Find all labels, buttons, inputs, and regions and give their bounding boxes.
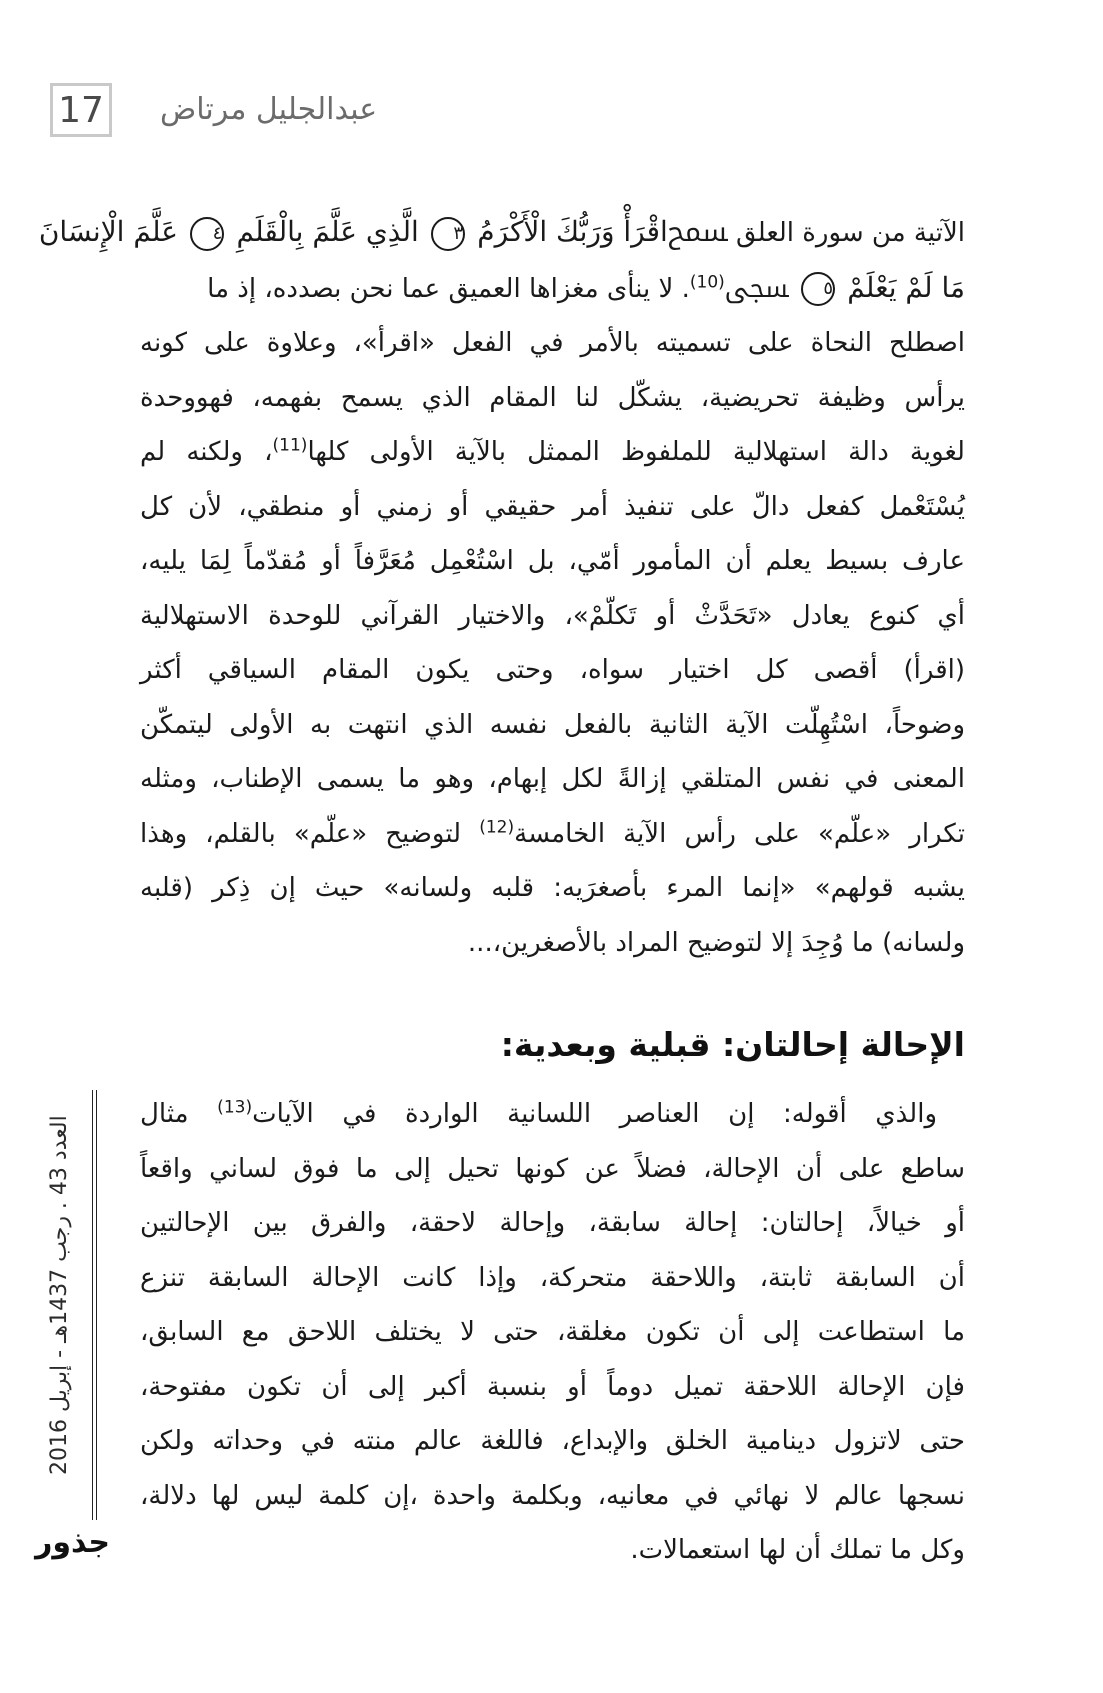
text-line [38, 205, 965, 261]
text-fragment: مثال [140, 1099, 218, 1129]
text-fragment: . لا ينأى مغزاها العميق عما نحن بصدده، إذ ما [207, 273, 690, 304]
text-fragment: ، ولكنه لم [140, 437, 273, 467]
text-line: يُسْتَعْمل كفعل دالّ على تنفيذ أمر حقيقي أو زمني أو منطقي، لأن كل [140, 491, 965, 522]
text-line [140, 1087, 965, 1142]
verse-close-mark: ﵞ [724, 273, 789, 304]
footnote-ref-13: (13) [217, 1097, 253, 1118]
text-line: (اقرأ) أقصى كل اختيار سواه، وحتى يكون المقام السياقي أكثر [140, 655, 965, 685]
text-line: اصطلح النحاة على تسميته بالأمر في الفعل «اقرأ»، وعلاوة على كونه [140, 328, 965, 358]
text-fragment: والذي أقوله: إن العناصر اللسانية الواردة في الآيات [252, 1099, 937, 1129]
journal-logo: جذور [35, 1525, 110, 1560]
body-paragraph-2 [140, 1087, 965, 1578]
issue-info: العدد 43 . رجب 1437هـ - إبريل 2016 [47, 1115, 72, 1475]
quran-verse: عَلَّمَ الْإِنسَانَ [38, 215, 178, 248]
text-line [140, 425, 965, 480]
text-fragment: الآتية من سورة العلق [736, 218, 965, 248]
text-line [140, 807, 965, 862]
footnote-ref-11: (11) [272, 435, 308, 456]
page-number: 17 [50, 83, 112, 137]
text-line: أو خيالاً، إحالتان: إحالة سابقة، وإحالة لاحقة، والفرق بين الإحالتين [140, 1208, 965, 1238]
text-line: نسجها عالم لا نهائي في معانيه، وبكلمة واحدة ،إن كلمة ليس لها دلالة، [140, 1480, 965, 1511]
ayah-number-3: ٣ [431, 217, 465, 251]
section-heading: الإحالة إحالتان: قبلية وبعدية: [500, 1025, 965, 1064]
text-line: أن السابقة ثابتة، واللاحقة متحركة، وإذا كانت الإحالة السابقة تنزع [140, 1262, 965, 1293]
text-line: عارف بسيط يعلم أن المأمور أمّي، بل اسْتُعْمِل مُعَرَّفاً أو مُقدّماً لِمَا يليه، [140, 546, 965, 576]
text-line: أي كنوع يعادل «تَحَدَّثْ أو تَكلّمْ»، والاختيار القرآني للوحدة الاستهلالية [140, 600, 965, 631]
text-line: ما استطاعت إلى أن تكون مغلقة، حتى لا يختلف اللاحق مع السابق، [140, 1317, 965, 1347]
text-line [140, 261, 965, 317]
ayah-number-4: ٤ [190, 217, 224, 251]
text-line: فإن الإحالة اللاحقة تميل دوماً أو بنسبة أكبر إلى أن تكون مفتوحة، [140, 1371, 965, 1402]
divider [96, 1090, 97, 1520]
text-line: المعنى في نفس المتلقي إزالةً لكل إبهام، وهو ما يسمى الإطناب، ومثله [140, 764, 965, 794]
text-fragment: تكرار «علّم» على رأس الآية الخامسة [514, 818, 965, 849]
text-fragment: لغوية دالة استهلالية للملفوظ الممثل بالآية الأولى كلها [307, 437, 965, 467]
body-paragraph-1 [38, 205, 965, 970]
text-line: حتى لاتزول دينامية الخلق والإبداع، فاللغة عالم منته في وحداته ولكن [140, 1426, 965, 1456]
quran-verse: الَّذِي عَلَّمَ بِالْقَلَمِ [236, 215, 419, 248]
quran-verse: ﵟاقْرَأْ وَرَبُّكَ الْأَكْرَمُ [477, 215, 728, 248]
author-name: عبدالجليل مرتاض [160, 92, 378, 127]
text-fragment: لتوضيح «علّم» بالقلم، وهذا [140, 818, 480, 849]
text-line: وضوحاً، اسْتُهِلّت الآية الثانية بالفعل نفسه الذي انتهت به الأولى ليتمكّن [140, 709, 965, 740]
text-line: وكل ما تملك أن لها استعمالات. [630, 1535, 965, 1565]
footnote-ref-10: (10) [689, 271, 725, 292]
text-line: ساطع على أن الإحالة، فضلاً عن كونها تحيل إلى ما فوق لساني واقعاً [140, 1153, 965, 1184]
text-line: يرأس وظيفة تحريضية، يشكّل لنا المقام الذي يسمح بفهمه، فهووحدة [140, 382, 965, 413]
divider [92, 1090, 93, 1520]
text-line: يشبه قولهم» «إنما المرء بأصغرَيه: قلبه ولسانه» حيث إن ذِكر (قلبه [140, 873, 965, 903]
footnote-ref-12: (12) [479, 816, 515, 837]
text-line: ولسانه) ما وُجِدَ إلا لتوضيح المراد بالأصغرين،... [467, 927, 965, 958]
ayah-number-5: ٥ [801, 272, 835, 306]
quran-verse: مَا لَمْ يَعْلَمْ [847, 270, 965, 304]
